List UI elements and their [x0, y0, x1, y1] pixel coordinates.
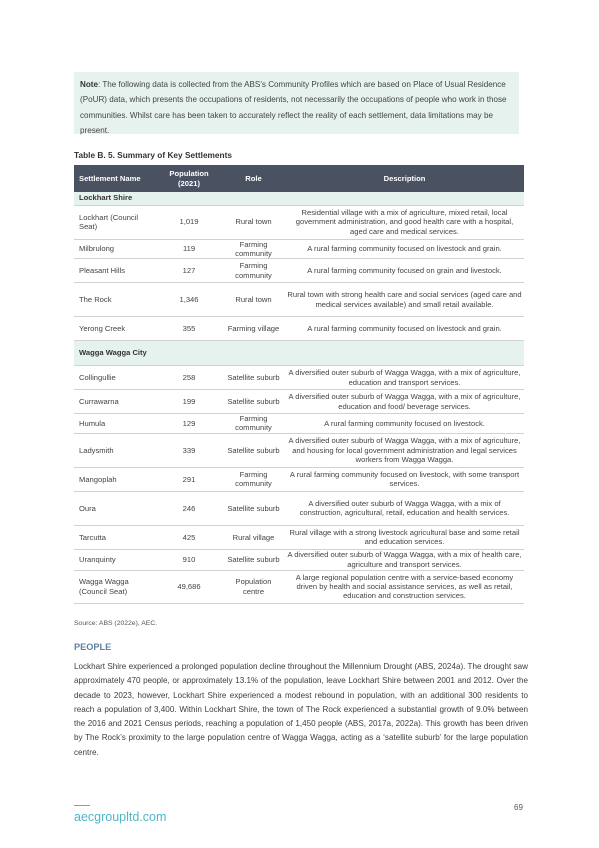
table-row — [74, 283, 524, 317]
table-source: Source: ABS (2022e), AEC. — [74, 620, 158, 627]
cell-description: A diversified outer suburb of Wagga Wagga, with a mix of health care, agriculture and transport services. — [285, 549, 524, 570]
cell-role: Farming community — [222, 259, 285, 283]
cell-population: 291 — [156, 467, 222, 491]
cell-population: 1,346 — [156, 283, 222, 317]
cell-role: Farming community — [222, 467, 285, 491]
table-row — [74, 390, 524, 414]
cell-name: Currawarna — [74, 390, 156, 414]
cell-population: 339 — [156, 433, 222, 467]
table-row — [74, 549, 524, 570]
brand-accent-line — [74, 805, 90, 806]
group-row — [74, 341, 524, 366]
cell-population: 127 — [156, 259, 222, 283]
table-row — [74, 259, 524, 283]
cell-role: Rural town — [222, 283, 285, 317]
cell-role: Satellite suburb — [222, 433, 285, 467]
cell-description: A diversified outer suburb of Wagga Wagga, with a mix of agriculture, and housing for local government administration and legal services workers from Wagga Wagga. — [285, 433, 524, 467]
header-role: Role — [222, 165, 285, 192]
cell-population: 1,019 — [156, 205, 222, 239]
table-row — [74, 467, 524, 491]
table-row — [74, 205, 524, 239]
cell-description: A rural farming community focused on livestock, with some transport services. — [285, 467, 524, 491]
cell-name: The Rock — [74, 283, 156, 317]
data-note-box — [74, 72, 519, 134]
section-title: PEOPLE — [74, 642, 112, 652]
cell-role: Population centre — [222, 570, 285, 603]
cell-description: Residential village with a mix of agriculture, mixed retail, local government administration, and good health care with a hospital, aged care and medical services. — [285, 205, 524, 239]
cell-population: 199 — [156, 390, 222, 414]
cell-name: Tarcutta — [74, 525, 156, 549]
cell-name: Collingullie — [74, 366, 156, 390]
page-number: 69 — [514, 803, 523, 812]
cell-population: 246 — [156, 491, 222, 525]
table-row — [74, 433, 524, 467]
table-row — [74, 414, 524, 434]
cell-name: Ladysmith — [74, 433, 156, 467]
cell-population: 129 — [156, 414, 222, 434]
cell-description: A diversified outer suburb of Wagga Wagga, with a mix of agriculture, education and food/ beverage services. — [285, 390, 524, 414]
cell-role: Farming village — [222, 317, 285, 341]
cell-description: A rural farming community focused on livestock and grain. — [285, 239, 524, 259]
cell-population: 49,686 — [156, 570, 222, 603]
cell-role: Satellite suburb — [222, 549, 285, 570]
group-name-text: Wagga Wagga City — [79, 348, 147, 358]
table-row — [74, 239, 524, 259]
cell-description: A diversified outer suburb of Wagga Wagga, with a mix of construction, agricultural, retail, education and health services. — [285, 491, 524, 525]
table-header-row — [74, 165, 524, 192]
cell-population: 910 — [156, 549, 222, 570]
table-row — [74, 366, 524, 390]
cell-role: Rural village — [222, 525, 285, 549]
cell-name: Lockhart (Council Seat) — [74, 205, 156, 239]
cell-description: Rural town with strong health care and social services (aged care and medical services available) and small retail available. — [285, 283, 524, 317]
cell-population: 258 — [156, 366, 222, 390]
cell-population: 425 — [156, 525, 222, 549]
table-row — [74, 525, 524, 549]
cell-role: Satellite suburb — [222, 366, 285, 390]
header-population: Population (2021) — [156, 165, 222, 192]
settlements-table — [74, 165, 524, 604]
note-label: Note — [80, 80, 98, 89]
cell-name: Pleasant Hills — [74, 259, 156, 283]
cell-role: Rural town — [222, 205, 285, 239]
cell-role: Farming community — [222, 239, 285, 259]
table-row — [74, 317, 524, 341]
section-paragraph: Lockhart Shire experienced a prolonged population decline throughout the Millennium Drought (ABS, 2024a). The drought saw approximately 470 people, or approximately 13.1% of the population, leave Lockhart Shire between 2001 and 2012. Over the decade to 2023, however, Lockhart Shire experienced a modest rebound in population, with an additional 300 residents to reach a population of 3,400. Within Lockhart Shire, the town of The Rock experienced a substantial growth of 9.0% between the 2016 and 2021 Census periods, reaching a population of 1,450 people (ABS, 2017a, 2022a). This growth has been driven by The Rock’s proximity to the large population centre of Wagga Wagga, acting as a ‘satellite suburb’ for the large population centre. — [74, 662, 528, 757]
brand-website: aecgroupltd.com — [74, 810, 167, 824]
group-row — [74, 192, 524, 205]
cell-description: A large regional population centre with a service-based economy driven by health and social assistance services, as well as retail, education and construction services. — [285, 570, 524, 603]
cell-description: A rural farming community focused on grain and livestock. — [285, 259, 524, 283]
table-body — [74, 192, 524, 603]
cell-name: Mangoplah — [74, 467, 156, 491]
cell-role: Farming community — [222, 414, 285, 434]
cell-name: Oura — [74, 491, 156, 525]
group-name — [74, 341, 524, 366]
header-description: Description — [285, 165, 524, 192]
cell-name: Uranquinty — [74, 549, 156, 570]
cell-description: Rural village with a strong livestock agricultural base and some retail and education services. — [285, 525, 524, 549]
header-settlement-name: Settlement Name — [74, 165, 156, 192]
cell-population: 355 — [156, 317, 222, 341]
table-row — [74, 570, 524, 603]
cell-role: Satellite suburb — [222, 491, 285, 525]
cell-name: Humula — [74, 414, 156, 434]
cell-population: 119 — [156, 239, 222, 259]
table-caption: Table B. 5. Summary of Key Settlements — [74, 150, 232, 160]
group-name: Lockhart Shire — [74, 192, 524, 205]
cell-name: Yerong Creek — [74, 317, 156, 341]
cell-description: A diversified outer suburb of Wagga Wagga, with a mix of agriculture, education and transport services. — [285, 366, 524, 390]
table-row — [74, 491, 524, 525]
cell-name: Milbrulong — [74, 239, 156, 259]
note-text: : The following data is collected from the ABS’s Community Profiles which are based on Place of Usual Residence (PoUR) data, which presents the occupations of residents, not necessarily the occupations of people who work in those communities. Whilst care has been taken to accurately reflect the reality of each settlement, data limitations may be present. — [80, 80, 507, 136]
cell-role: Satellite suburb — [222, 390, 285, 414]
cell-description: A rural farming community focused on livestock and grain. — [285, 317, 524, 341]
cell-description: A rural farming community focused on livestock. — [285, 414, 524, 434]
cell-name: Wagga Wagga (Council Seat) — [74, 570, 156, 603]
